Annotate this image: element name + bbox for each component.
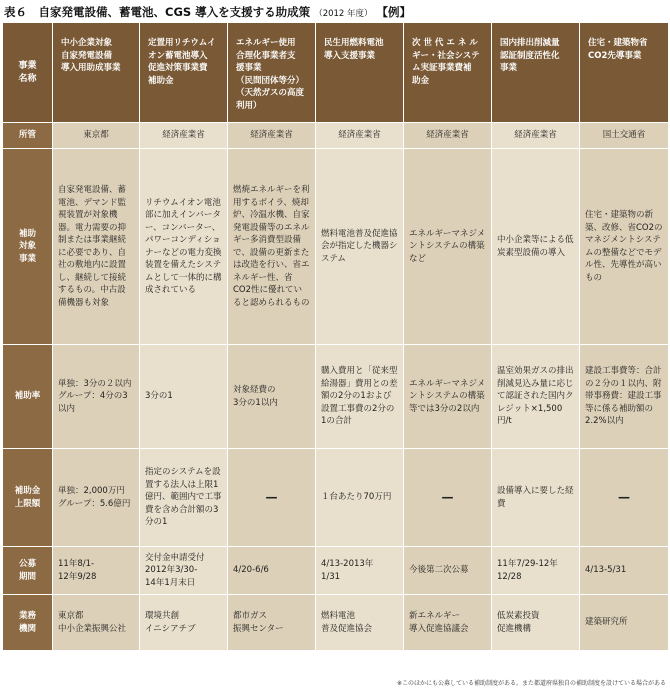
table-cell: 3分の1 (140, 345, 228, 449)
table-title-year: （2012 年度） (314, 9, 373, 19)
header-row (3, 23, 669, 123)
header-label-cell: 事業 名称 (3, 23, 53, 123)
table-row (3, 449, 669, 547)
column-header: 次 世 代 エ ネ ル ギー・社会システ ム実証事業費補 助金 (404, 23, 492, 123)
table-cell: 建設工事費等：合計の２分の１以内、附帯事務費：建設工事等に係る補助額の2.2%以内 (580, 345, 669, 449)
table-cell: １台あたり70万円 (316, 449, 404, 547)
table-cell: 単独：2,000万円 グループ：5.6億円 (53, 449, 140, 547)
table-cell: 経済産業省 (316, 123, 404, 149)
table-cell: 自家発電設備、蓄電池、デマンド監視装置が対象機器。電力需要の抑制または事業継続に必要であり、自社の敷地内に設置し、継続して接続するもの。中古設備機器も対象 (53, 149, 140, 345)
table-row (3, 345, 669, 449)
row-label: 業務 機関 (3, 595, 53, 651)
column-header: 住宅・建築物省 CO2先導事業 (580, 23, 669, 123)
table-cell: 低炭素投資 促進機構 (492, 595, 580, 651)
subsidy-table (2, 22, 669, 651)
table-cell: リチウムイオン電池部に加えインバーター、コンバーター、パワーコンディショナーなどの電力変換装置を備えたシステムとして一体的に構成されている (140, 149, 228, 345)
table-cell: 指定のシステムを設置する法人は上限1億円、範囲内で工事費を含め合計額の3分の1 (140, 449, 228, 547)
table-cell: 4/13-5/31 (580, 547, 669, 595)
table-cell: 中小企業等による低炭素型設備の導入 (492, 149, 580, 345)
table-cell: 11年7/29-12年 12/28 (492, 547, 580, 595)
table-cell: 経済産業省 (140, 123, 228, 149)
empty-dash-cell: — (228, 449, 316, 547)
column-header: 民生用燃料電池 導入支援事業 (316, 23, 404, 123)
row-label: 公募 期間 (3, 547, 53, 595)
table-cell: 経済産業省 (492, 123, 580, 149)
row-label: 補助金 上限額 (3, 449, 53, 547)
table-cell: 建築研究所 (580, 595, 669, 651)
column-header: 国内排出削減量 認証制度活性化 事業 (492, 23, 580, 123)
table-title-tag: 【例】 (376, 5, 412, 19)
table-row (3, 547, 669, 595)
table-cell: 対象経費の 3分の1以内 (228, 345, 316, 449)
empty-dash-cell: — (404, 449, 492, 547)
empty-dash-cell: — (580, 449, 669, 547)
row-label: 所管 (3, 123, 53, 149)
table-cell: エネルギーマネジメントシステムの構築など (404, 149, 492, 345)
table-cell: 都市ガス 振興センター (228, 595, 316, 651)
table-cell: 4/13-2013年 1/31 (316, 547, 404, 595)
table-cell: 東京都 中小企業振興公社 (53, 595, 140, 651)
row-label: 補助 対象 事業 (3, 149, 53, 345)
table-cell: 今後第二次公募 (404, 547, 492, 595)
table-cell: 設備導入に要した経費 (492, 449, 580, 547)
row-label: 補助率 (3, 345, 53, 449)
column-header: エネルギー使用 合理化事業者支 援事業 （民間団体等分） （天然ガスの高度 利用） (228, 23, 316, 123)
table-cell: 燃焼エネルギーを利用するボイラ、焼却炉、冷温水機、自家発電設備等のエネルギー多消費型設備で、設備の更新または改造を行い、省エネルギー性、省CO2性に優れていると認められるもの (228, 149, 316, 345)
table-cell: 4/20-6/6 (228, 547, 316, 595)
table-cell: 11年8/1- 12年9/28 (53, 547, 140, 595)
table-cell: 住宅・建築物の新築、改修、省CO2のマネジメントシステムの整備などでモデル性、先導性が高いもの (580, 149, 669, 345)
table-cell: 東京都 (53, 123, 140, 149)
table-cell: 経済産業省 (228, 123, 316, 149)
table-cell: 新エネルギー 導入促進協議会 (404, 595, 492, 651)
table-cell: 温室効果ガスの排出削減見込み量に応じて認証された国内クレジット×1,500円/t (492, 345, 580, 449)
table-cell: 国土交通省 (580, 123, 669, 149)
column-header: 定置用リチウムイ オン蓄電池導入 促進対策事業費 補助金 (140, 23, 228, 123)
table-cell: 経済産業省 (404, 123, 492, 149)
table-cell: 交付金申請受付 2012年3/30- 14年1月末日 (140, 547, 228, 595)
table-cell: 燃料電池普及促進協会が指定した機器システム (316, 149, 404, 345)
table-cell: 単独：3分の２以内 グループ：4分の3以内 (53, 345, 140, 449)
table-row (3, 123, 669, 149)
table-cell: エネルギーマネジメントシステムの構築等では3分の2以内 (404, 345, 492, 449)
table-title (4, 3, 411, 21)
table-cell: 購入費用と「従来型給湯器」費用との差額の2分の1および設置工事費の2分の1の合計 (316, 345, 404, 449)
column-header: 中小企業対象 自家発電設備 導入用助成事業 (53, 23, 140, 123)
table-cell: 環境共創 イニシアチブ (140, 595, 228, 651)
table-row (3, 595, 669, 651)
table-title-main: 表６ 自家発電設備、蓄電池、CGS 導入を支援する助成策 (4, 5, 311, 19)
footnote: ※このほかにも公募している補助制度がある。また都道府県独自の補助制度を設けている場合がある (396, 680, 666, 687)
table-cell: 燃料電池 普及促進協会 (316, 595, 404, 651)
table-row (3, 149, 669, 345)
